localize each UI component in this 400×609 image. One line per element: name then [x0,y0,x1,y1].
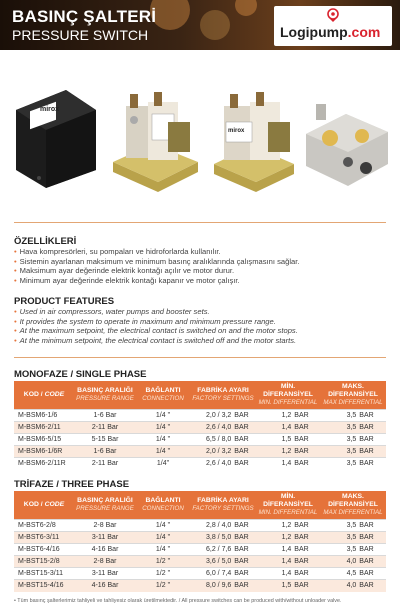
cell-unit: BAR [359,412,374,419]
table-cell [14,410,74,422]
table-cell [14,556,74,568]
table-cell [190,458,256,470]
table-cell [256,422,320,434]
table-row [14,422,386,434]
cell-value: 1/4 " [155,412,171,419]
column-header: BASINÇ ARALIĞI PRESSURE RANGE [74,381,136,410]
table-cell [190,556,256,568]
table-row [14,434,386,446]
table-cell [74,434,136,446]
cell-value: 3,5 [346,534,357,541]
cell-unit: BAR [359,436,374,443]
table-cell [320,580,386,592]
cell-unit: BAR [234,460,249,468]
table-cell [74,410,136,422]
cell-unit: BAR [234,570,249,577]
table-cell [136,580,190,592]
cell-unit: BAR [294,460,309,468]
features-en-heading: PRODUCT FEATURES [14,296,115,307]
list-item: • Maksimum ayar değerinde elektrik kontağı açılır ve motor durur. [14,266,386,276]
cell-value: 4,5 [346,570,357,577]
table-row [14,556,386,568]
cell-value: M-BSM6-2/11R [18,460,66,468]
divider [14,357,386,358]
cell-unit: BAR [294,424,309,431]
table-row [14,580,386,592]
column-header: FABRİKA AYARI FACTORY SETTINGS [190,381,256,410]
table-cell [256,556,320,568]
table-cell [320,458,386,470]
cell-value: 3,5 [346,522,357,529]
table-cell [74,520,136,532]
table-row [14,458,386,470]
footnote: • Tüm basınç şalterlerimiz tahliyeli ve tahliyesiz olarak üretilmektedir. / All pressure switches can be produced with/without unloader valve. [14,598,342,604]
table-cell [320,544,386,556]
column-header: FABRİKA AYARI FACTORY SETTINGS [190,491,256,520]
table-cell [320,434,386,446]
cell-value: 1,4 [281,424,292,431]
cell-value: 3,5 [346,448,357,455]
cell-unit: BAR [234,412,249,419]
cell-value: 6,0 / 7,4 [206,570,232,577]
cell-value: 4-16 Bar [91,546,119,553]
cell-unit: BAR [294,570,309,577]
table-cell [74,422,136,434]
triphase-table-title: TRİFAZE / THREE PHASE [14,479,130,490]
table-cell [136,520,190,532]
table-cell [14,520,74,532]
bokeh-light [235,0,257,16]
bokeh-light [200,10,230,40]
divider [14,222,386,223]
table-cell [14,422,74,434]
cell-unit: BAR [294,522,309,529]
cell-value: M-BST6-2/8 [18,522,56,529]
cell-value: 1/2 " [155,558,171,565]
cell-unit: BAR [359,546,374,553]
cell-value: 3,5 [346,546,357,553]
cell-value: M-BST6-3/11 [18,534,60,541]
table-cell [320,410,386,422]
cell-unit: BAR [359,424,374,431]
page-header [0,0,400,50]
column-header: KOD / CODE [14,491,74,520]
table-cell [320,532,386,544]
cell-value: 2-11 Bar [91,460,119,468]
features-tr-heading: ÖZELLİKLERİ [14,236,77,247]
table-cell [320,520,386,532]
table-cell [74,556,136,568]
cell-value: 1,5 [281,582,292,590]
table-cell [136,458,190,470]
cell-value: 1,4 [281,558,292,565]
cell-value: 1,2 [281,412,292,419]
list-item: • At the minimum setpoint, the electrical contact is switched off and the motor starts. [14,336,386,346]
cell-unit: BAR [234,582,249,590]
table-cell [190,434,256,446]
cell-value: M-BSM6-1/6 [18,412,58,419]
column-header: KOD / CODE [14,381,74,410]
cell-value: 1/4 " [155,546,171,553]
page-title: BASINÇ ŞALTERİ [12,7,157,26]
list-item: • Used in air compressors, water pumps and booster sets. [14,307,386,317]
table-cell [190,568,256,580]
cell-value: 1/4 " [155,534,171,541]
cell-value: 3,5 [346,412,357,419]
column-header: MAKS. DİFERANSİYEL MAX DIFFERENTIAL [320,381,386,410]
cell-value: 1/4 " [155,522,171,529]
cell-value: 1,4 [281,460,292,468]
location-pin-icon [326,8,340,22]
cell-unit: BAR [234,546,249,553]
table-cell [74,458,136,470]
table-cell [190,446,256,458]
cell-value: 2-11 Bar [91,424,119,431]
table-header-row [14,491,386,520]
logipump-logo [274,6,392,46]
product-photos [0,60,400,210]
cell-value: M-BSM6-5/15 [18,436,62,443]
cell-value: 3-11 Bar [91,570,119,577]
cell-value: 2-8 Bar [93,522,117,529]
monophase-table-body [14,410,386,470]
table-row [14,446,386,458]
table-cell [74,568,136,580]
cell-value: 4,0 [346,582,357,590]
cell-value: 1/4" [156,460,170,468]
cell-unit: BAR [234,558,249,565]
cell-value: 1,5 [281,436,292,443]
table-cell [136,568,190,580]
cell-value: 8,0 / 9,6 [206,582,232,590]
table-row [14,532,386,544]
product-photo-threephase-switch [296,94,396,190]
cell-value: 2,6 / 4,0 [206,460,232,468]
table-cell [320,556,386,568]
cell-value: 1,2 [281,522,292,529]
table-cell [256,580,320,592]
cell-value: 1,4 [281,546,292,553]
cell-value: 1/4 " [155,436,171,443]
cell-value: 1-6 Bar [93,412,117,419]
cell-unit: BAR [294,582,309,590]
table-cell [136,422,190,434]
table-cell [14,532,74,544]
cell-value: 2,0 / 3,2 [206,412,232,419]
column-header: BAĞLANTI CONNECTION [136,491,190,520]
table-cell [190,410,256,422]
table-cell [136,446,190,458]
cell-unit: BAR [234,522,249,529]
table-cell [14,580,74,592]
cell-value: 1/2 " [155,582,171,590]
list-item: • It provides the system to operate in maximum and minimum pressure range. [14,317,386,327]
cell-value: 5-15 Bar [91,436,119,443]
cell-unit: BAR [359,534,374,541]
column-header: MİN. DİFERANSİYEL MIN. DIFFERENTIAL [256,381,320,410]
cell-value: 6,5 / 8,0 [206,436,232,443]
cell-unit: BAR [359,522,374,529]
cell-unit: BAR [234,534,249,541]
cell-unit: BAR [359,582,374,590]
cell-value: M-BSM6-2/11 [18,424,61,431]
table-cell [190,422,256,434]
cell-value: 3,6 / 5,0 [206,558,232,565]
cell-value: 2,8 / 4,0 [206,522,232,529]
table-row [14,568,386,580]
cell-unit: BAR [294,534,309,541]
product-label: mirox [40,106,60,113]
cell-value: M-BSM6-1/6R [18,448,63,455]
table-cell [256,568,320,580]
table-cell [14,434,74,446]
product-photo-open-switch-2 [210,92,296,192]
product-photo-open-switch-1 [108,92,200,192]
column-header: MİN. DİFERANSİYEL MIN. DIFFERENTIAL [256,491,320,520]
list-item: • Minimum ayar değerinde elektrik kontağı kapanır ve motor çalışır. [14,276,386,286]
cell-unit: BAR [359,448,374,455]
column-header: BAĞLANTI CONNECTION [136,381,190,410]
cell-unit: BAR [294,558,309,565]
table-cell [14,458,74,470]
cell-value: 6,2 / 7,6 [206,546,232,553]
cell-value: 1,2 [281,448,292,455]
logo-text: Logipump.com [280,24,381,40]
table-cell [320,446,386,458]
table-cell [136,532,190,544]
cell-value: M-BST15-3/11 [18,570,63,577]
table-cell [256,458,320,470]
table-row [14,410,386,422]
table-cell [256,434,320,446]
cell-value: 1,4 [281,570,292,577]
column-header: BASINÇ ARALIĞI PRESSURE RANGE [74,491,136,520]
cell-value: 3,8 / 5,0 [206,534,232,541]
table-cell [256,520,320,532]
table-cell [74,580,136,592]
table-cell [256,544,320,556]
cell-value: M-BST15-4/16 [18,582,64,590]
table-header-row [14,381,386,410]
cell-unit: BAR [359,460,374,468]
cell-value: 1/2 " [155,570,171,577]
table-cell [136,556,190,568]
table-row [14,544,386,556]
cell-value: 3,5 [346,436,357,443]
table-cell [14,446,74,458]
cell-unit: BAR [359,570,374,577]
table-cell [256,532,320,544]
product-photo-black-switch [6,80,102,190]
list-item: • Sistemin ayarlanan maksimum ve minimum basınç aralıklarında çalışmasını sağlar. [14,257,386,267]
table-cell [14,568,74,580]
table-cell [136,544,190,556]
triphase-table [14,491,386,592]
monophase-table [14,381,386,470]
cell-value: 3-11 Bar [91,534,119,541]
list-item: • At the maximum setpoint, the electrical contact is switched on and the motor stops. [14,326,386,336]
cell-value: 1-6 Bar [93,448,117,455]
page-subtitle: PRESSURE SWITCH [12,27,149,43]
table-cell [190,544,256,556]
cell-unit: BAR [294,448,309,455]
column-header: MAKS. DİFERANSİYEL MAX DIFFERENTIAL [320,491,386,520]
cell-unit: BAR [294,546,309,553]
table-cell [190,532,256,544]
table-row [14,520,386,532]
table-cell [320,568,386,580]
cell-value: 2,6 / 4,0 [206,424,232,431]
cell-value: 1/4 " [155,448,171,455]
table-cell [190,520,256,532]
table-cell [256,410,320,422]
cell-value: 2-8 Bar [93,558,117,565]
features-en-list [14,307,386,345]
cell-unit: BAR [294,412,309,419]
table-cell [74,532,136,544]
cell-unit: BAR [234,436,249,443]
cell-value: 1/4 " [155,424,171,431]
triphase-table-body [14,520,386,592]
cell-value: 3,5 [346,460,357,468]
cell-value: 3,5 [346,424,357,431]
table-cell [14,544,74,556]
table-cell [74,544,136,556]
cell-value: 4-16 Bar [91,582,119,590]
table-cell [136,434,190,446]
features-tr-list [14,247,386,285]
table-cell [136,410,190,422]
cell-unit: BAR [359,558,374,565]
table-cell [190,580,256,592]
list-item: • Hava kompresörleri, su pompaları ve hidroforlarda kullanılır. [14,247,386,257]
cell-value: M-BST6-4/16 [18,546,60,553]
table-cell [256,446,320,458]
cell-value: M-BST15-2/8 [18,558,60,565]
cell-value: 1,2 [281,534,292,541]
cell-unit: BAR [234,424,249,431]
cell-unit: BAR [294,436,309,443]
cell-value: 4,0 [346,558,357,565]
table-cell [320,422,386,434]
cell-unit: BAR [234,448,249,455]
cell-value: 2,0 / 3,2 [206,448,232,455]
table-cell [74,446,136,458]
monophase-table-title: MONOFAZE / SINGLE PHASE [14,369,147,380]
product-label: mirox [228,128,245,134]
